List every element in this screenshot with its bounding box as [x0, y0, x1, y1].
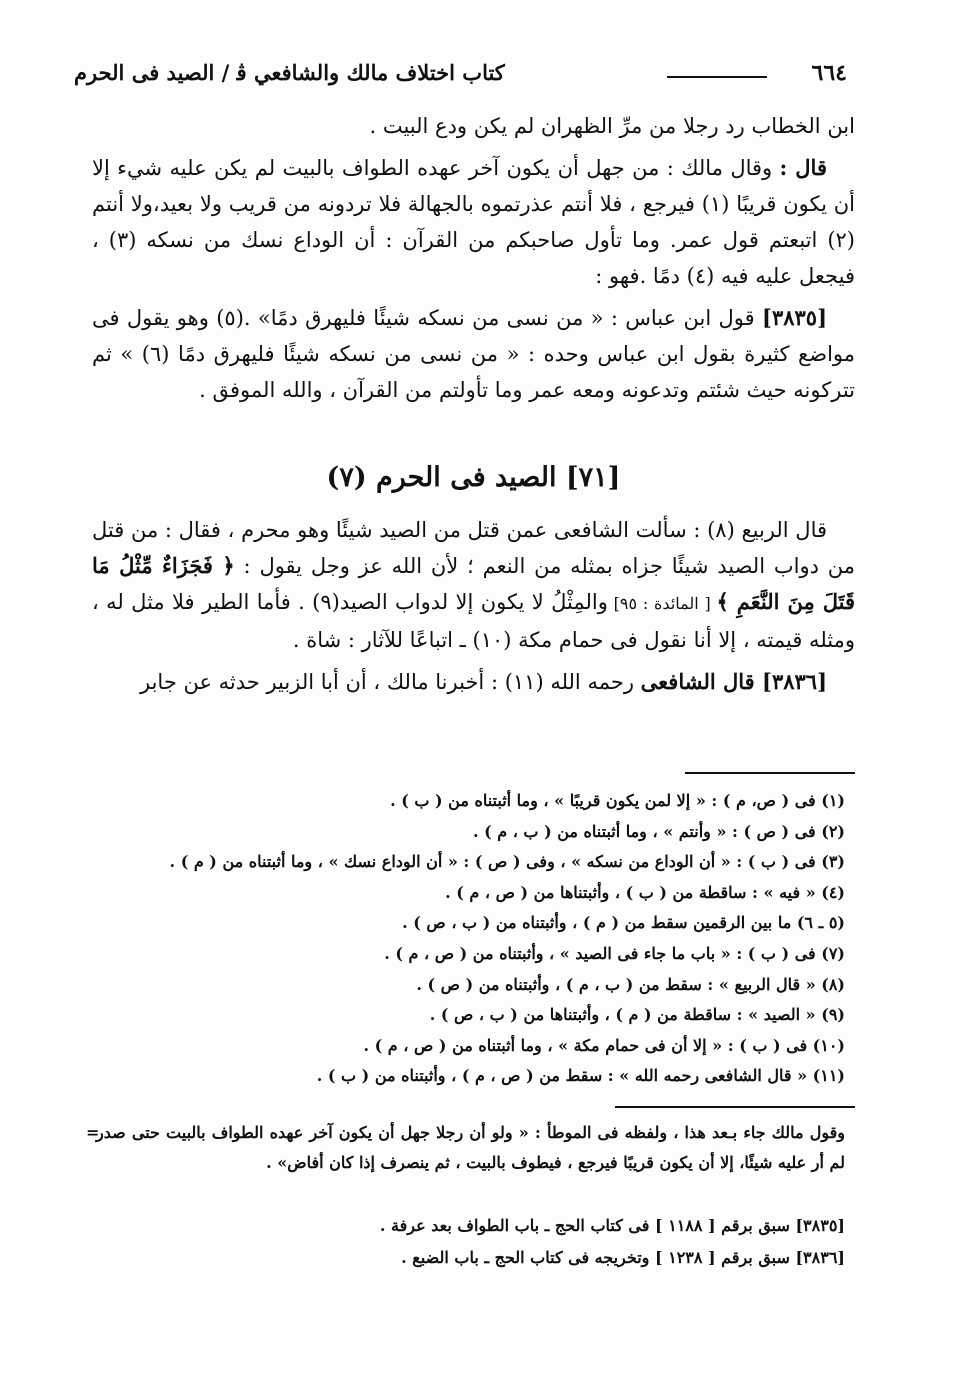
cross-references [96, 1210, 845, 1274]
paragraph-lead: قال : [779, 155, 827, 180]
commentary [86, 1118, 845, 1178]
main-text [92, 108, 855, 706]
header-rule [667, 76, 767, 78]
record-number: [٣٨٣٦] قال الشافعى [640, 669, 827, 694]
footnote: (٤) « فيه » : ساقطة من ( ب ) ، وأثبتناها من ( ص ، م ) . [445, 882, 845, 902]
footnote: (٨) « قال الربيع » : سقط من ( ب ، م ) ، وأثبتناه من ( ص ) . [416, 974, 845, 994]
footnotes [100, 786, 845, 1092]
footnote: (١٠) فى ( ب ) : « إلا أن فى حمام مكة » ، وما أثبتناه من ( ص ، م ) . [363, 1035, 845, 1055]
quran-verse: ﴿ فَجَزَاءٌ مِّثْلُ مَا قَتَلَ مِنَ النَّعَمِ ﴾ [92, 553, 855, 614]
commentary-paragraph [86, 1118, 845, 1178]
footnote: (٥ ـ ٦) ما بين الرقمين سقط من ( م ) ، وأثبتناه من ( ب ، ص ) . [402, 913, 845, 933]
paragraph-body: قال الربيع (٨) : سألت الشافعى عمن قتل من الصيد شيئًا وهو محرم ، فقال : من قتل من دواب الصيد شيئًا جزاه بمثله من النعم ؛ لأن الله عز وجل يقول : [92, 518, 856, 578]
section-heading: [٧١] الصيد فى الحرم (٧) [326, 462, 621, 493]
paragraph [92, 664, 855, 700]
continuation-marker: = [86, 1123, 100, 1142]
cross-reference: [٣٨٣٦] سبق برقم [ ١٢٣٨ ] وتخريجه فى كتاب الحج ـ باب الضبع . [401, 1248, 845, 1267]
footnote: (١١) « قال الشافعى رحمه الله » : سقط من ( ص ، م ) ، وأثبتناه من ( ب ) . [316, 1066, 845, 1086]
footnote: (٢) فى ( ص ) : « وأنتم » ، وما أثبتناه من ( ب ، م ) . [472, 821, 845, 841]
footnote-rule [685, 772, 855, 774]
paragraph-body: والمِثْلُ لا يكون إلا لدواب الصيد(٩) . فأما الطير فلا مثل له ، ومثله قيمته ، إلا أنا نقول فى حمام مكة (١٠) ـ اتباعًا للآثار : شاة . [92, 590, 855, 652]
verse-citation: [ المائدة : ٩٥] [607, 594, 717, 613]
footnote: (١) فى ( ص، م ) : « إلا لمن يكون قريبًا » ، وما أثبتناه من ( ب ) . [390, 791, 845, 810]
running-title: كتاب اختلاف مالك والشافعي ﭬ / الصيد فى الحرم [74, 60, 505, 85]
footnote: (٣) فى ( ب ) : « أن الوداع من نسكه » ، وفى ( ص ) : « أن الوداع نسك » ، وما أثبتناه من ( م ) . [169, 852, 845, 872]
paragraph-body: قول ابن عباس : « من نسى من نسكه شيئًا فليهرق دمًا» .(٥) وهو يقول فى مواضع كثيرة بقول ابن عباس وحده : « من نسى من نسكه شيئًا فليهرق دمًا (٦) » ثم تتركونه حيث شئتم وتدعونه ومعه عمر وما تأولتم من القرآن ، والله الموفق . [92, 306, 855, 402]
paragraph [92, 512, 855, 658]
paragraph: ابن الخطاب رد رجلا من مرِّ الظهران لم يكن ودع البيت . [369, 114, 855, 138]
page-header [74, 56, 847, 96]
paragraph-body: رحمه الله (١١) : أخبرنا مالك ، أن أبا الزبير حدثه عن جابر [140, 670, 641, 694]
paragraph-body: وقال مالك : من جهل أن يكون آخر عهده الطواف بالبيت لم يكن عليه شيء إلا أن يكون قريبًا (١) فيرجع ، فلا أنتم عذرتموه بالجهالة فلا تردونه من قريب ولا بعيد،ولا أنتم (٢) اتبعتم قول عمر. وما تأول صاحبكم من القرآن : أن الوداع نسك من نسكه (٣) ، فيجعل عليه فيه (٤) دمًا .فهو : [92, 156, 855, 288]
commentary-rule [615, 1106, 855, 1108]
paragraph [92, 300, 855, 408]
paragraph [92, 150, 855, 294]
page-number: ٦٦٤ [811, 60, 847, 86]
record-number: [٣٨٣٥] [762, 305, 828, 330]
commentary-text: وقول مالك جاء بـعد هذا ، ولفظه فى الموطأ : « ولو أن رجلا جهل أن يكون آخر عهده الطواف بالبيت حتى صدر لم أر عليه شيئًا، إلا أن يكون قريبًا فيرجع ، فيطوف بالبيت ، ثم ينصرف إذا كان أفاض» . [96, 1123, 845, 1172]
footnote: (٩) « الصيد » : ساقطة من ( م ) ، وأثبتناها من ( ب ، ص ) . [429, 1005, 845, 1025]
cross-reference: [٣٨٣٥] سبق برقم [ ١١٨٨ ] فى كتاب الحج ـ باب الطواف بعد عرفة . [379, 1216, 845, 1235]
footnote: (٧) فى ( ب ) : « باب ما جاء فى الصيد » ، وأثبتناه من ( ص ، م ) . [384, 943, 845, 963]
